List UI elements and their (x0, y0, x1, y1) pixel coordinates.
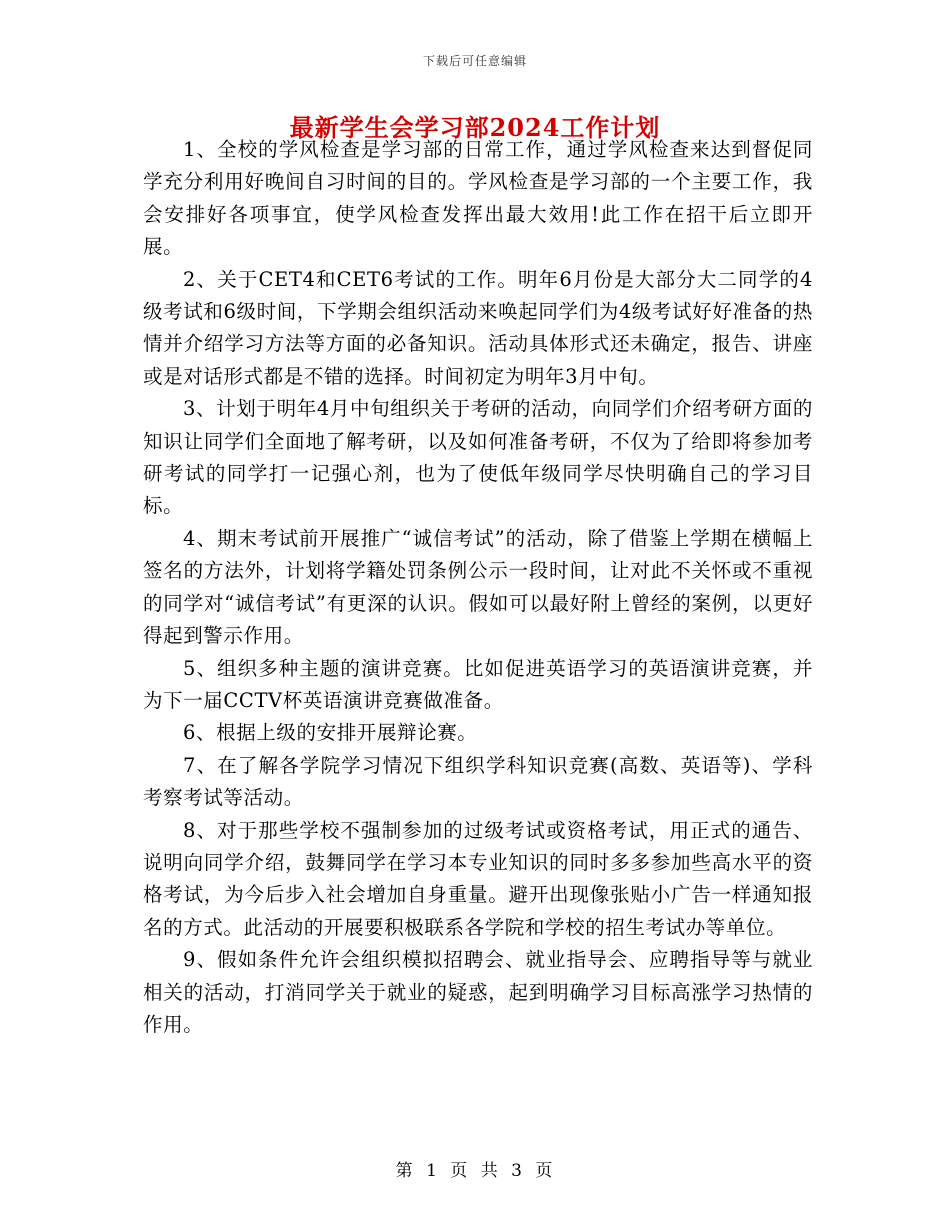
paragraph-4: 4、期末考试前开展推广“诚信考试”的活动，除了借鉴上学期在横幅上签名的方法外，计划将学籍处罚条例公示一段时间，让对此不关怀或不重视的同学对“诚信考试”有更深的认识。假如可以最好附上曾经的案例，以更好得起到警示作用。 (143, 526, 813, 648)
paragraph-9: 9、假如条件允许会组织模拟招聘会、就业指导会、应聘指导等与就业相关的活动，打消同学关于就业的疑惑，起到明确学习目标高涨学习热情的作用。 (143, 948, 813, 1036)
paragraph-8: 8、对于那些学校不强制参加的过级考试或资格考试，用正式的通告、说明向同学介绍，鼓舞同学在学习本专业知识的同时多多参加些高水平的资格考试，为今后步入社会增加自身重量。避开出现像张贴小广告一样通知报名的方式。此活动的开展要积极联系各学院和学校的招生考试办等单位。 (143, 818, 813, 939)
paragraph-6: 6、根据上级的安排开展辩论赛。 (183, 721, 478, 745)
page-header-note: 下载后可任意编辑 (422, 54, 527, 68)
page-number-footer: 第 1 页 共 3 页 (395, 1161, 555, 1181)
document-title: 最新学生会学习部2024工作计划 (289, 113, 661, 142)
paragraph-1: 1、全校的学风检查是学习部的日常工作，通过学风检查来达到督促同学充分利用好晚间自习时间的目的。学风检查是学习部的一个主要工作，我会安排好各项事宜，使学风检查发挥出最大效用!此工作在招干后立即开展。 (143, 138, 813, 259)
paragraph-2: 2、关于CET4和CET6考试的工作。明年6月份是大部分大二同学的4级考试和6级时间，下学期会组织活动来唤起同学们为4级考试好好准备的热情并介绍学习方法等方面的必备知识。活动具体形式还未确定，报告、讲座或是对话形式都是不错的选择。时间初定为明年3月中旬。 (143, 267, 813, 388)
paragraph-7: 7、在了解各学院学习情况下组织学科知识竞赛(高数、英语等)、学科考察考试等活动。 (143, 753, 813, 810)
paragraph-3: 3、计划于明年4月中旬组织关于考研的活动，向同学们介绍考研方面的知识让同学们全面地了解考研，以及如何准备考研，不仅为了给即将参加考研考试的同学打一记强心剂，也为了使低年级同学尽快明确自己的学习目标。 (143, 397, 813, 518)
paragraph-5: 5、组织多种主题的演讲竞赛。比如促进英语学习的英语演讲竞赛，并为下一届CCTV杯英语演讲竞赛做准备。 (143, 656, 813, 712)
document-body (143, 134, 813, 1041)
